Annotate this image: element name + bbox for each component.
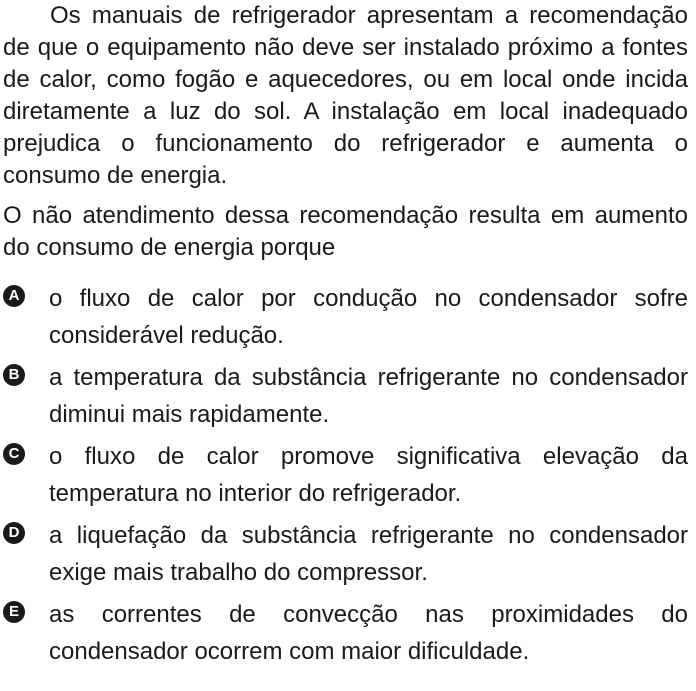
option-a[interactable] [3, 280, 688, 354]
option-b-badge: B [3, 364, 25, 386]
option-d[interactable] [3, 517, 688, 591]
option-a-badge: A [3, 285, 25, 307]
option-d-text: a liquefação da substância refrigerante no condensador exige mais trabalho do compressor. [49, 522, 688, 586]
context-paragraph: Os manuais de refrigerador apresentam a recomendação de que o equipamento não deve ser instalado próximo a fontes de calor, como fogão e aquecedores, ou em local onde incida diretamente a luz do sol. A instalação em local inadequado prejudica o funcionamento do refrigerador e aumenta o consumo de energia. [3, 2, 688, 189]
option-e[interactable] [3, 596, 688, 670]
question-prompt: O não atendimento dessa recomendação resulta em aumento do consumo de energia porque [3, 202, 688, 261]
option-b-text: a temperatura da substância refrigerante no condensador diminui mais rapidamente. [49, 364, 688, 428]
option-e-badge: E [3, 601, 25, 623]
option-d-badge: D [3, 522, 25, 544]
answer-options [3, 280, 688, 670]
option-e-text: as correntes de convecção nas proximidades do condensador ocorrem com maior dificuldade. [49, 601, 688, 665]
option-c[interactable] [3, 438, 688, 512]
option-b[interactable] [3, 359, 688, 433]
option-a-text: o fluxo de calor por condução no condensador sofre considerável redução. [49, 285, 688, 349]
option-c-text: o fluxo de calor promove significativa elevação da temperatura no interior do refrigerador. [49, 443, 688, 507]
option-c-badge: C [3, 443, 25, 465]
